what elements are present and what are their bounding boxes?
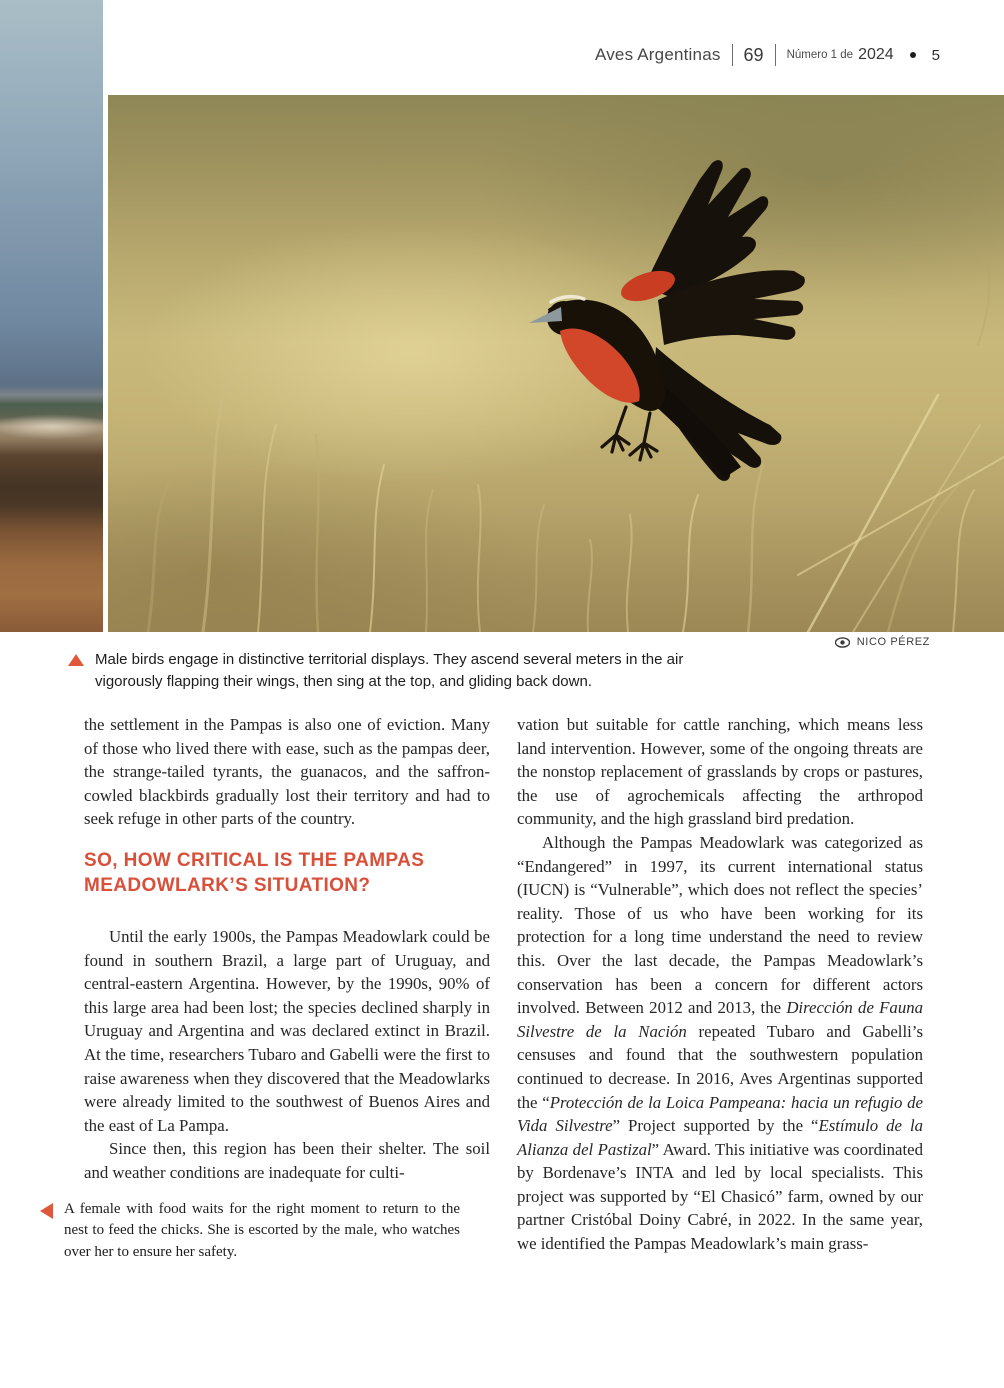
caption-text: Male birds engage in distinctive territorial displays. They ascend several meters in the air vigorously flapping their wings, then sing at the top, and gliding back down.: [95, 651, 684, 690]
body-paragraph: Until the early 1900s, the Pampas Meadowlark could be found in southern Brazil, a large part of Uruguay, and central-eastern Argentina. However, by the 1990s, 90% of this large area had been lost; the species declined sharply in Uruguay and Argentina and was declared extinct in Brazil. At the time, researchers Tubaro and Gabelli were the first to raise awareness when they discovered that the Meadowlarks were already limited to the southwest of Buenos Aires and the east of La Pampa.: [84, 926, 490, 1135]
page-header: [595, 41, 940, 69]
triangle-left-icon: [40, 1203, 53, 1219]
page-number: 5: [931, 46, 940, 64]
column-right: [517, 713, 923, 1256]
separator-bar: [775, 44, 776, 66]
sidebar-photo-strip: [0, 0, 103, 632]
credit-name: NICO PÉREZ: [856, 636, 930, 648]
issue-number: 69: [743, 44, 764, 65]
magazine-title: Aves Argentinas: [595, 45, 721, 64]
body-paragraph: Although the Pampas Meadowlark was categorized as “Endangered” in 1997, its current international status (IUCN) is “Vulnerable”, which does not reflect the species’ reality. Those of us who have been working for its protection for a long time understand the need to review this. Over the last decade, the Pampas Meadowlark’s conservation has been a concern for different actors involved. Between 2012 and 2013, the Dirección de Fauna Silvestre de la Nación repeated Tubaro and Gabelli’s censuses and found that the southwestern population continued to decrease. In 2016, Aves Argentinas supported the “Protección de la Loica Pampeana: hacia un refugio de Vida Silvestre” Project supported by the “Estímulo de la Alianza del Pastizal” Award. This initiative was coordinated by Bordenave’s INTA and led by local specialists. This project was supported by “El Chasicó” farm, owned by our partner Cristóbal Doiny Cabré, in 2022. In the same year, we identified the Pampas Meadowlark’s main grass-: [517, 832, 924, 1254]
eye-icon: [835, 637, 850, 648]
photo-illustration: [108, 95, 1004, 632]
bullet-dot: [910, 52, 916, 58]
bird-illustration: [529, 160, 805, 481]
caption-text: A female with food waits for the right moment to return to the nest to feed the chicks. She is escorted by the male, who watches over her to ensure her safety.: [64, 1200, 460, 1260]
caption-bottom: [40, 1199, 460, 1264]
column-left: [64, 713, 490, 1263]
issue-date-label: Número 1 de: [786, 49, 854, 61]
body-paragraph: vation but suitable for cattle ranching, which means less land intervention. However, some of the ongoing threats are the nonstop replacement of grasslands by crops or pastures, the use of agrochemicals affecting the arthropod community, and the high grassland bird predation.: [517, 715, 923, 829]
meadowlark-flight-photo: [108, 95, 1004, 632]
triangle-up-icon: [68, 654, 84, 666]
caption-top: [68, 649, 728, 692]
photo-credit: [835, 636, 930, 648]
section-heading: SO, HOW CRITICAL IS THE PAMPAS MEADOWLARK’S SITUATION?: [84, 849, 425, 896]
body-paragraph: the settlement in the Pampas is also one of eviction. Many of those who lived there with ease, such as the pampas deer, the strange-tailed tyrants, the guanacos, and the saffron-cowled blackbirds gradually lost their territory and had to seek refuge in other parts of the country.: [84, 715, 490, 829]
separator-bar: [732, 44, 733, 66]
body-paragraph: Since then, this region has been their shelter. The soil and weather conditions are inadequate for culti-: [84, 1139, 490, 1182]
issue-year: 2024: [858, 46, 894, 63]
